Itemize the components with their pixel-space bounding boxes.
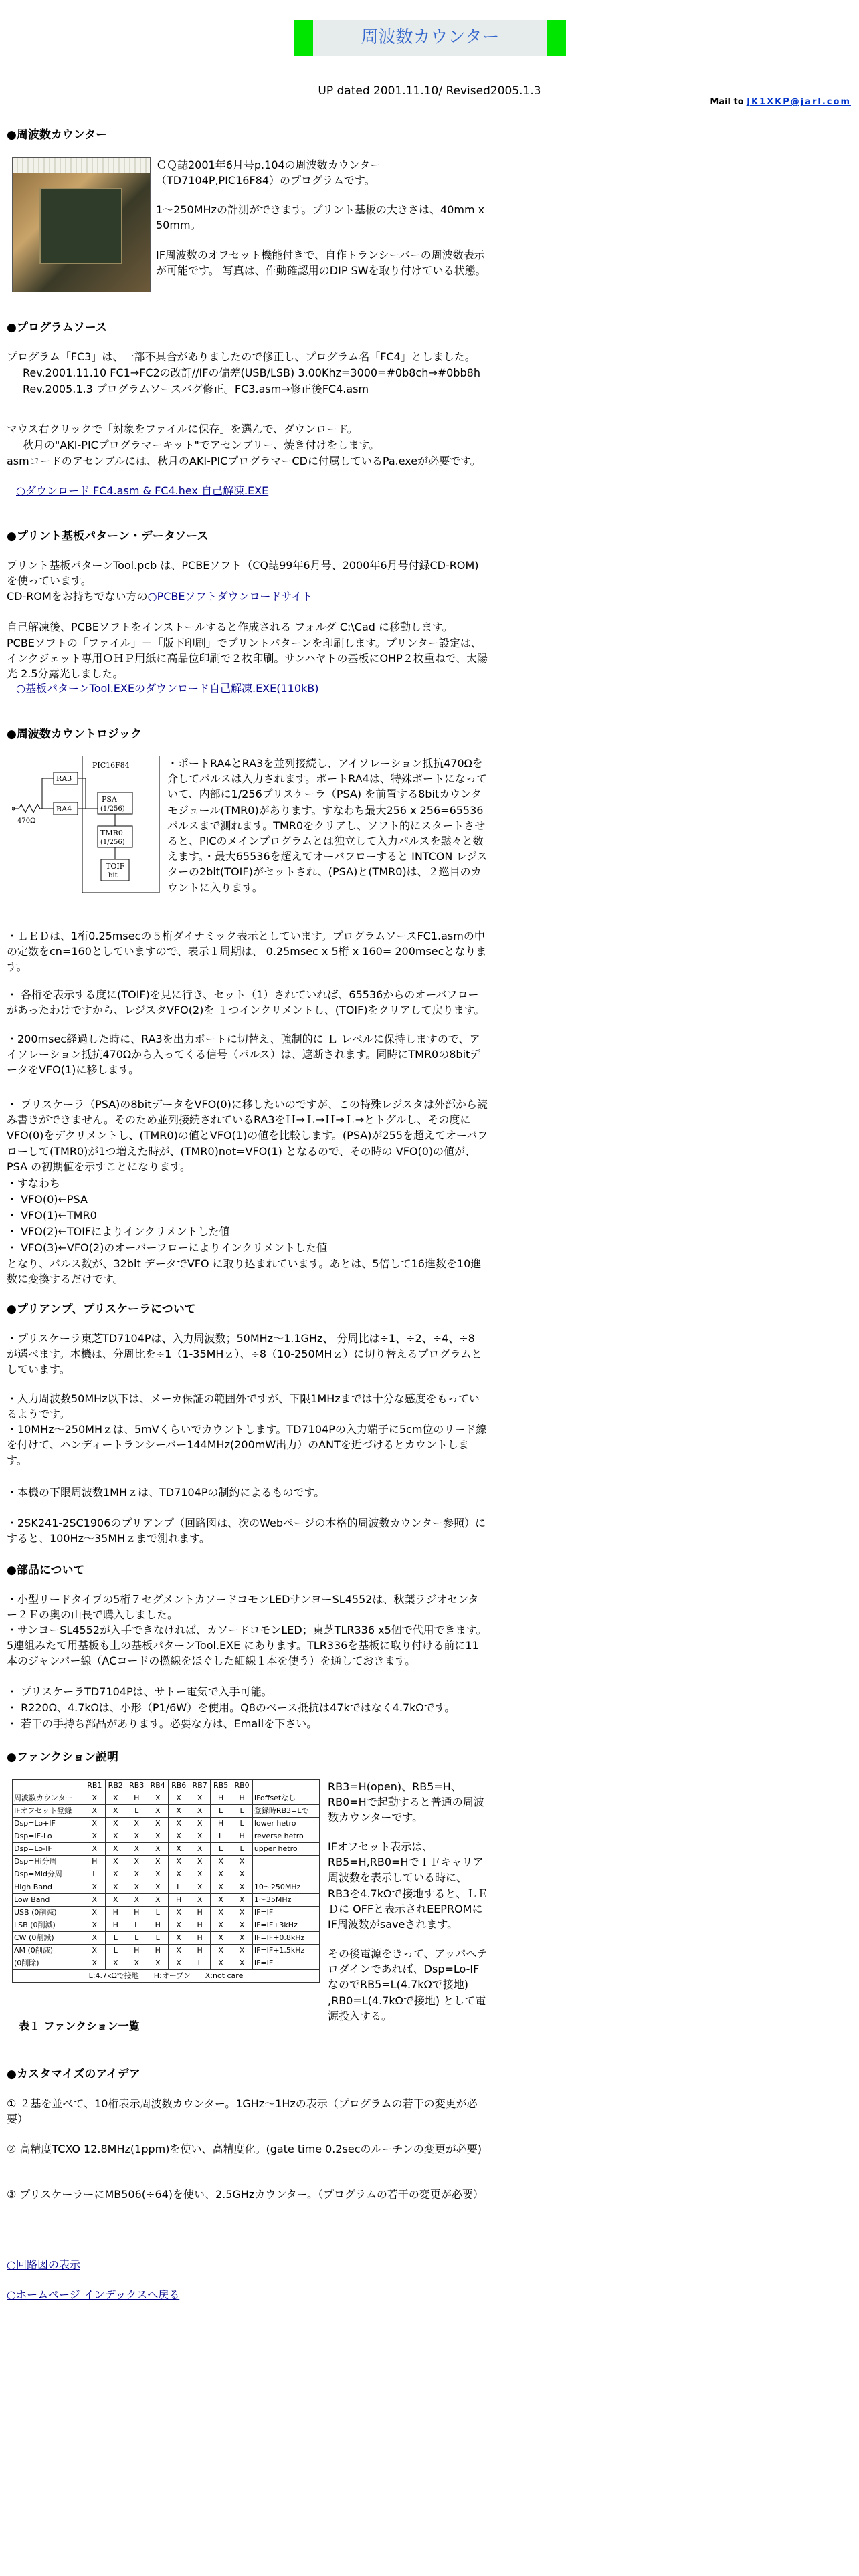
function-table-cell: IFオフセット登録 <box>13 1805 84 1818</box>
function-table-header-cell: RB3 <box>126 1780 147 1792</box>
table-row <box>13 1881 320 1894</box>
function-table-cell: X <box>147 1957 168 1970</box>
function-table-cell: X <box>147 1894 168 1907</box>
toif-label: TOIF <box>106 862 125 871</box>
function-table-header <box>13 1780 320 1792</box>
function-table-cell <box>252 1856 319 1868</box>
pcb-download-link-wrap <box>16 681 498 696</box>
function-table-cell: X <box>126 1868 147 1881</box>
function-table-cell: H <box>105 1907 126 1919</box>
function-table-header-cell: RB0 <box>231 1780 252 1792</box>
function-table-legend: L:4.7kΩで接地 H:オープン X:not care <box>13 1970 320 1983</box>
idea-2: ② 高精度TCXO 12.8MHz(1ppm)を使い、高精度化。(gate time 0.2secのルーチンの変更が必要) <box>7 2143 482 2155</box>
function-table-cell: X <box>168 1830 189 1843</box>
function-table-cell: H <box>189 1945 210 1957</box>
function-table-cell: X <box>105 1881 126 1894</box>
table-row <box>13 1894 320 1907</box>
function-table-cell: upper hetro <box>252 1843 319 1856</box>
function-table-cell: X <box>84 1830 105 1843</box>
function-table-cell: X <box>168 1957 189 1970</box>
function-table-cell: IF=IF+1.5kHz <box>252 1945 319 1957</box>
heading-function: ●ファンクション説明 <box>7 1751 118 1764</box>
logic-p1: ・ＬＥＤは、1桁0.25msecの５桁ダイナミック表示としています。プログラムソースFC1.asmの中の定数をcn=160としていますので、表示１周期は、 0.25msec x 5桁 x 160= 200msecとなります。 <box>7 930 487 974</box>
function-table-header-cell <box>252 1780 319 1792</box>
function-table-header-cell: RB5 <box>210 1780 231 1792</box>
table-row <box>13 1932 320 1945</box>
function-table-cell: H <box>231 1830 252 1843</box>
pcb-p1: プリント基板パターンTool.pcb は、PCBEソフト（CQ誌99年6月号、2000年6月号付録CD-ROM)を使っています。 <box>7 559 479 588</box>
logic-p5: となり、パルス数が、32bit データでVFO に取り込まれています。あとは、5倍して16進数を10進数に変換するだけです。 <box>7 1257 482 1286</box>
function-table-cell: H <box>126 1907 147 1919</box>
function-table-cell: X <box>231 1919 252 1932</box>
function-table-cell: X <box>105 1792 126 1805</box>
function-table-cell: X <box>231 1957 252 1970</box>
function-table-cell: X <box>210 1881 231 1894</box>
function-table-cell: X <box>147 1881 168 1894</box>
schematic-link[interactable]: ○回路図の表示 <box>7 2258 80 2271</box>
function-table-cell: X <box>126 1856 147 1868</box>
function-table-cell: X <box>189 1792 210 1805</box>
toif-bit-label: bit <box>108 872 118 879</box>
pcb-download-link[interactable]: ○基板パターンTool.EXEのダウンロード自己解凍.EXE(110kB) <box>16 682 319 695</box>
download-fc4-link-wrap <box>16 483 498 498</box>
function-table-cell: X <box>126 1818 147 1830</box>
function-table-cell: X <box>147 1805 168 1818</box>
pcb-p2-text: CD-ROMをお持ちでない方の <box>7 590 148 603</box>
table-row <box>13 1919 320 1932</box>
function-table-cell: X <box>105 1868 126 1881</box>
preamp-p1: ・プリスケーラ東芝TD7104Pは、入力周波数；50MHz～1.1GHz、 分周比は÷1、÷2、÷4、÷8 が選べます。本機は、分周比を÷1（1-35MHｚ）、÷8（10-250MHｚ）に切り替えるプログラムとしています。 <box>7 1332 482 1376</box>
table-row <box>13 1792 320 1805</box>
function-table-header-cell <box>13 1780 84 1792</box>
psa-div-label: (1/256) <box>100 805 125 813</box>
heading-preamp: ●プリアンプ、プリスケーラについて <box>7 1303 196 1316</box>
function-table-cell: X <box>210 1919 231 1932</box>
heading-frequency-counter: ●周波数カウンター <box>7 128 108 142</box>
function-table-cell: X <box>231 1868 252 1881</box>
function-side2: IFオフセット表示は、RB5=H,RB0=HでＩＦキャリア周波数を表示している時に、RB3を4.7kΩで接地すると、ＬＥＤに OFFと表示されEEPROMにIF周波数がsaveされます。 <box>328 1840 488 1931</box>
function-table-cell: lower hetro <box>252 1818 319 1830</box>
tmr0-label: TMR0 <box>100 829 123 837</box>
function-table-cell: X <box>168 1945 189 1957</box>
preamp-p4: ・本機の下限周波数1MHｚは、TD7104Pの制約によるものです。 <box>7 1486 325 1499</box>
function-table-cell: X <box>231 1907 252 1919</box>
function-side1: RB3=H(open)、RB5=H、RB0=Hで起動すると普通の周波数カウンターです。 <box>328 1780 484 1824</box>
function-table-cell: X <box>189 1818 210 1830</box>
tmr0-div-label: (1/256) <box>100 839 125 846</box>
function-table <box>12 1779 320 1983</box>
intro-p3: IF周波数のオフセット機能付きで、自作トランシーバーの周波数表示が可能です。 写真は、作動確認用のDIP SWを取り付けている状態。 <box>156 249 486 278</box>
function-table-cell: X <box>84 1805 105 1818</box>
function-table-cell: X <box>84 1932 105 1945</box>
logic-p4: ・ プリスケーラ（PSA)の8bitデータをVFO(0)に移したいのですが、この特殊レジスタは外部から読み書きができません。そのため並列接続されているRA3をＨ→Ｌ→Ｈ→Ｌ→とトグルし、その度にVFO(0)をデクリメントし、(TMR0)の値とVFO(1)の値を比較します。(PSA)が255を超えてオーバフローして(TMR0)が1つ増えた時が、(TMR0)not=VFO(1) となるので、その時の VFO(0)の値が、PSA の初期値を示すことになります。 <box>7 1098 488 1173</box>
function-table-cell: X <box>231 1932 252 1945</box>
table-row <box>13 1818 320 1830</box>
logic-p2: ・ 各桁を表示する度に(TOIF)を見に行き、セット（1）されていれば、65536からのオーバフローがあったわけですから、レジスタVFO(2)を １つインクリメントし、(TOIF)をクリアして戻ります。 <box>7 988 485 1017</box>
function-table-cell: X <box>231 1945 252 1957</box>
function-table-header-cell: RB7 <box>189 1780 210 1792</box>
function-table-cell: X <box>105 1830 126 1843</box>
parts-p4: ・ R220Ω、4.7kΩは、小形（P1/6W）を使用。Q8のベース抵抗は47kではなく4.7kΩです。 <box>7 1701 456 1714</box>
psa-label: PSA <box>102 795 117 804</box>
function-table-cell: X <box>147 1792 168 1805</box>
function-table-cell: H <box>210 1792 231 1805</box>
function-table-cell: CW (0削減) <box>13 1932 84 1945</box>
function-table-cell: X <box>126 1843 147 1856</box>
idea-3: ③ プリスケーラーにMB506(÷64)を使い、2.5GHzカウンター。（プログラムの若干の変更が必要） <box>7 2188 484 2201</box>
function-table-cell: reverse hetro <box>252 1830 319 1843</box>
function-table-cell: L <box>210 1830 231 1843</box>
function-table-cell: L <box>210 1805 231 1818</box>
function-table-cell: 10～250MHz <box>252 1881 319 1894</box>
function-table-cell: X <box>231 1894 252 1907</box>
function-table-cell: X <box>126 1894 147 1907</box>
function-table-cell: H <box>168 1894 189 1907</box>
function-table-cell: X <box>147 1856 168 1868</box>
mail-line <box>710 96 851 109</box>
heading-count-logic: ●周波数カウントロジック <box>7 728 142 741</box>
function-table-cell: 1～35MHz <box>252 1894 319 1907</box>
table-row <box>13 1945 320 1957</box>
function-table-cell: L <box>210 1843 231 1856</box>
board-photo <box>12 157 151 292</box>
function-table-cell: X <box>105 1957 126 1970</box>
function-table-cell: X <box>84 1894 105 1907</box>
preamp-p3: ・10MHz～250MHｚは、5mVくらいでカウントします。TD7104Pの入力端子に5cm位のリード線を付けて、ハンディートランシーバー144MHz(200mW出力）のANTを近づけるとカウントします。 <box>7 1423 487 1467</box>
function-table-cell: IF=IF <box>252 1957 319 1970</box>
function-side3: その後電源をきって、アッパヘテロダインであれば、Dsp=Lo-IFなのでRB5=L(4.7kΩで接地) ,RB0=L(4.7kΩで接地) として電源投入する。 <box>328 1947 488 2022</box>
function-table-cell: L <box>231 1805 252 1818</box>
function-table-cell: X <box>84 1818 105 1830</box>
function-table-cell: X <box>168 1932 189 1945</box>
heading-pcb-pattern: ●プリント基板パターン・データソース <box>7 530 209 543</box>
function-table-cell: USB (0削減) <box>13 1907 84 1919</box>
function-table-cell: H <box>189 1932 210 1945</box>
function-table-cell: L <box>231 1843 252 1856</box>
function-table-cell: IF=IF <box>252 1907 319 1919</box>
function-table-cell: X <box>84 1945 105 1957</box>
function-table-header-cell: RB1 <box>84 1780 105 1792</box>
banner-right-bar <box>547 20 566 56</box>
logic-l0: ・すなわち <box>7 1177 61 1190</box>
function-table-cell: (0削除) <box>13 1957 84 1970</box>
function-table-cell: X <box>210 1868 231 1881</box>
table-row <box>13 1856 320 1868</box>
function-table-cell: X <box>84 1881 105 1894</box>
heading-program-source: ●プログラムソース <box>7 321 107 334</box>
function-table-cell: H <box>126 1945 147 1957</box>
function-table-cell: X <box>105 1894 126 1907</box>
function-table-cell: L <box>147 1932 168 1945</box>
function-table-cell: X <box>168 1856 189 1868</box>
ruler-strip <box>13 158 150 173</box>
function-table-header-cell: RB6 <box>168 1780 189 1792</box>
heading-parts: ●部品について <box>7 1564 85 1577</box>
function-table-cell: X <box>210 1957 231 1970</box>
function-table-cell: X <box>231 1856 252 1868</box>
page-title: 周波数カウンター <box>313 20 547 56</box>
function-table-cell: X <box>84 1792 105 1805</box>
logic-l1: ・ VFO(0)←PSA <box>7 1193 88 1206</box>
download-fc4-link[interactable]: ○ダウンロード FC4.asm & FC4.hex 自己解凍.EXE <box>16 484 269 497</box>
update-date: UP dated 2001.11.10/ Revised2005.1.3 <box>318 84 541 98</box>
function-table-cell: H <box>126 1792 147 1805</box>
function-table-cell <box>252 1868 319 1881</box>
intro-p2: 1～250MHzの計測ができます。プリント基板の大きさは、40mm x 50mm。 <box>156 203 485 232</box>
logic-l4: ・ VFO(3)←VFO(2)のオーバーフローによりインクリメントした値 <box>7 1241 328 1254</box>
function-table-cell: X <box>189 1805 210 1818</box>
logic-side-text: ・ポートRA4とRA3を並列接続し、アイソレーション抵抗470Ωを介してパルスは入力されます。ポートRA4は、特殊ポートになっていて、内部に1/256プリスケーラ（PSA) を前置する8bitカウンタモジュール(TMR0)があります。すなわち最大256 x 256=65536 パルスまで測れます。TMR0をクリアし、ソフト的にスタートさせると、PICのメインプログラムとは独立して入力パルスを黙々と数えます。・最大65536を超えてオーバフローすると INTCON レジスターの2bit(TOIF)がセットされ、(PSA)と(TMR0)は、２巡目のカウントに入ります。 <box>167 757 488 894</box>
resistor-label: 470Ω <box>17 817 36 825</box>
function-table-cell: H <box>84 1856 105 1868</box>
function-table-cell: X <box>84 1843 105 1856</box>
home-link-wrap <box>7 2287 488 2302</box>
heading-customize: ●カスタマイズのアイデア <box>7 2068 140 2081</box>
function-table-cell: AM (0削減) <box>13 1945 84 1957</box>
function-table-cell: X <box>147 1830 168 1843</box>
table-row <box>13 1805 320 1818</box>
parts-p5: ・ 若干の手持ち部品があります。必要な方は、Emailを下さい。 <box>7 1717 318 1730</box>
function-table-cell: X <box>84 1919 105 1932</box>
home-index-link[interactable]: ○ホームページ インデックスへ戻る <box>7 2288 180 2301</box>
function-table-cell: L <box>105 1945 126 1957</box>
function-table-cell: X <box>189 1830 210 1843</box>
program-p2: マウス右クリックで「対象をファイルに保存」を選んで、ダウンロード。 <box>7 423 358 435</box>
function-table-cell: X <box>189 1856 210 1868</box>
table-row <box>13 1843 320 1856</box>
function-table-cell: IFoffsetなし <box>252 1792 319 1805</box>
function-table-cell: X <box>168 1805 189 1818</box>
program-p4: asmコードのアセンブルには、秋月のAKI-PICプログラマーCDに付属しているPa.exeが必要です。 <box>7 455 481 467</box>
function-table-cell: High Band <box>13 1881 84 1894</box>
program-p3: 秋月の"AKI-PICプログラマーキット"でアセンブリー、焼き付けをします。 <box>23 439 380 451</box>
program-p1: プログラム「FC3」は、一部不具合がありましたので修正し、プログラム名「FC4」としました。 <box>7 350 476 363</box>
pcb-p3: 自己解凍後、PCBEソフトをインストールすると作成される フォルダ C:\Cad に移動します。 <box>7 621 453 633</box>
function-table-header-cell: RB4 <box>147 1780 168 1792</box>
function-table-cell: L <box>231 1818 252 1830</box>
function-table-cell: Dsp=Lo+IF <box>13 1818 84 1830</box>
function-table-cell: X <box>147 1868 168 1881</box>
function-table-cell: IF=IF+0.8kHz <box>252 1932 319 1945</box>
pic-chip-label: PIC16F84 <box>92 761 130 770</box>
function-table-cell: X <box>84 1957 105 1970</box>
function-table-cell: LSB (0削減) <box>13 1919 84 1932</box>
function-table-cell: L <box>126 1932 147 1945</box>
table-row <box>13 1868 320 1881</box>
function-table-cell: X <box>168 1919 189 1932</box>
function-table-cell: X <box>84 1907 105 1919</box>
function-table-cell: 周波数カウンター <box>13 1792 84 1805</box>
function-table-cell: X <box>126 1881 147 1894</box>
function-table-cell: X <box>210 1932 231 1945</box>
function-table-cell: X <box>210 1945 231 1957</box>
preamp-p2: ・入力周波数50MHz以下は、メーカ保証の範囲外ですが、下限1MHzまでは十分な感度をもっているようです。 <box>7 1392 480 1421</box>
logic-p3: ・200msec経過した時に、RA3を出力ポートに切替え、強制的に Ｌ レベルに保持しますので、アイソレーション抵抗470Ωから入ってくる信号（パルス）は、遮断されます。同時にTMR0の8bitデータをVFO(1)に移します。 <box>7 1033 481 1077</box>
function-table-cell: X <box>147 1843 168 1856</box>
function-table-cell: X <box>168 1907 189 1919</box>
function-table-cell: Dsp=Lo-IF <box>13 1843 84 1856</box>
function-table-cell: X <box>189 1868 210 1881</box>
pcbe-download-link[interactable]: ○PCBEソフトダウンロードサイト <box>147 590 313 603</box>
mail-link[interactable]: JK1XKP@jarl.com <box>747 97 851 107</box>
ra3-label: RA3 <box>56 774 72 783</box>
function-table-cell: L <box>105 1932 126 1945</box>
parts-p1: ・小型リードタイプの5桁７セグメントカソードコモンLEDサンヨーSL4552は、秋葉ラジオセンター２Ｆの奥の山長で購入しました。 <box>7 1593 479 1622</box>
function-table-cell: X <box>168 1868 189 1881</box>
logic-l2: ・ VFO(1)←TMR0 <box>7 1209 97 1222</box>
parts-p3: ・ プリスケーラTD7104Pは、サトー電気で入手可能。 <box>7 1685 272 1698</box>
intro-p1: ＣＱ誌2001年6月号p.104の周波数カウンター（TD7104P,PIC16F84）のプログラムです。 <box>156 158 381 187</box>
function-table-cell: L <box>84 1868 105 1881</box>
function-table-cell: H <box>189 1919 210 1932</box>
banner-left-bar <box>294 20 313 56</box>
function-table-cell: H <box>147 1919 168 1932</box>
count-logic-diagram <box>12 756 163 896</box>
function-table-cell: X <box>147 1818 168 1830</box>
pcb-board <box>39 188 122 264</box>
idea-1: ① ２基を並べて、10桁表示周波数カウンター。1GHz～1Hzの表示（プログラムの若干の変更が必要） <box>7 2097 478 2126</box>
function-table-cell: Dsp=IF-Lo <box>13 1830 84 1843</box>
function-table-cell: H <box>210 1818 231 1830</box>
function-table-cell: X <box>105 1818 126 1830</box>
function-table-cell: X <box>168 1792 189 1805</box>
function-table-cell: 登録時RB3=Lで <box>252 1805 319 1818</box>
program-rev2: Rev.2005.1.3 プログラムソースバグ修正。FC3.asm→修正後FC4.asm <box>23 383 369 395</box>
function-table-cell: X <box>168 1818 189 1830</box>
function-table-cell: L <box>126 1919 147 1932</box>
function-table-cell: H <box>105 1919 126 1932</box>
function-table-cell: Dsp=Mid分周 <box>13 1868 84 1881</box>
ra4-label: RA4 <box>56 804 72 813</box>
function-table-cell: X <box>126 1830 147 1843</box>
function-table-cell: L <box>189 1957 210 1970</box>
function-table-cell: X <box>189 1843 210 1856</box>
function-table-cell: X <box>231 1881 252 1894</box>
function-table-cell: X <box>105 1805 126 1818</box>
pcb-p4: PCBEソフトの「ファイル」－「版下印刷」でプリントパターンを印刷します。プリンター設定は、インクジェット専用ＯＨＰ用紙に高品位印刷で２枚印刷。サンハヤトの基板にOHP２枚重ねで、太陽光 2.5分露光しました。 <box>7 637 488 681</box>
function-table-caption: 表１ ファンクション一覧 <box>19 2020 140 2032</box>
function-table-cell: X <box>189 1894 210 1907</box>
function-table-cell: X <box>105 1843 126 1856</box>
pic-chip-outline <box>82 756 159 893</box>
function-table-header-cell: RB2 <box>105 1780 126 1792</box>
function-table-cell: H <box>231 1792 252 1805</box>
function-table-cell: Low Band <box>13 1894 84 1907</box>
function-table-cell: H <box>189 1907 210 1919</box>
mail-label: Mail to <box>710 97 747 107</box>
preamp-p5: ・2SK241-2SC1906のプリアンプ（回路図は、次のWebページの本格的周波数カウンター参照）にすると、100Hz～35MHｚまで測れます。 <box>7 1517 486 1545</box>
function-table-cell: X <box>210 1907 231 1919</box>
function-table-cell: L <box>168 1881 189 1894</box>
function-table-cell: L <box>147 1907 168 1919</box>
pcb-p2 <box>7 588 488 604</box>
function-table-cell: Dsp=Hi分周 <box>13 1856 84 1868</box>
schematic-link-wrap <box>7 2257 488 2272</box>
program-rev1: Rev.2001.11.10 FC1→FC2の改訂//IFの偏差(USB/LSB) 3.00Khz=3000=#0b8ch→#0bb8h <box>23 366 480 379</box>
function-table-cell: IF=IF+3kHz <box>252 1919 319 1932</box>
table-row <box>13 1907 320 1919</box>
function-table-cell: X <box>210 1856 231 1868</box>
parts-p2: ・サンヨーSL4552が入手できなければ、カソードコモンLED；東芝TLR336 x5個で代用できます。5連組みたて用基板も上の基板パターンTool.EXE にあります。TLR336を基板に取り付ける前に11本のジャンパー線（ACコードの撚線をほぐした細線１本を使う）を通しておきます。 <box>7 1624 487 1668</box>
function-table-cell: X <box>126 1957 147 1970</box>
table-row <box>13 1957 320 1970</box>
function-table-cell: X <box>105 1856 126 1868</box>
function-table-cell: X <box>189 1881 210 1894</box>
logic-l3: ・ VFO(2)←TOIFによりインクリメントした値 <box>7 1225 230 1238</box>
function-table-cell: X <box>168 1843 189 1856</box>
function-table-cell: X <box>210 1894 231 1907</box>
page-title-banner <box>294 20 566 56</box>
function-table-legend-row <box>13 1970 320 1983</box>
function-table-cell: H <box>147 1945 168 1957</box>
table-row <box>13 1830 320 1843</box>
function-table-cell: L <box>126 1805 147 1818</box>
